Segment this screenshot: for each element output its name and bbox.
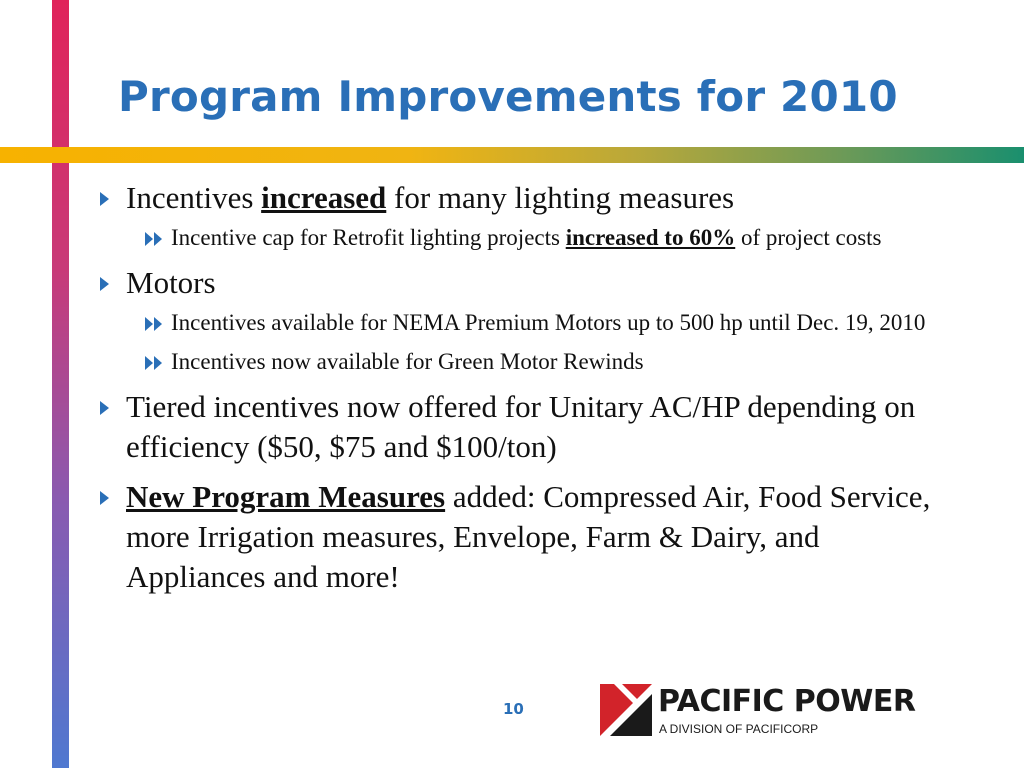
subbullet-text: of project costs xyxy=(735,225,882,250)
bullet-motors xyxy=(100,263,960,303)
bullet-text: Motors xyxy=(126,265,216,300)
bullet-emphasis: increased xyxy=(261,180,387,215)
double-triangle-right-icon xyxy=(145,232,165,246)
bullet-tiered-incentives xyxy=(100,387,960,467)
logo-wordmark: PACIFIC POWER xyxy=(658,684,916,719)
bullet-text: Incentives xyxy=(126,180,262,215)
bullet-text: for many lighting measures xyxy=(386,180,735,215)
triangle-right-icon xyxy=(100,277,109,291)
subbullet-nema-motors xyxy=(100,307,960,338)
bullet-text: added: Compressed Air, Food Service, more Irrigation measures, Envelope, Farm & Dairy, and Appliances and more! xyxy=(126,479,931,594)
bullet-emphasis: New Program Measures xyxy=(126,479,446,514)
subbullet-emphasis: increased to 60% xyxy=(565,225,736,250)
subbullet-green-motor-rewinds xyxy=(100,346,960,377)
slide-content xyxy=(100,178,960,597)
subbullet-text: Incentives now available for Green Motor Rewinds xyxy=(171,349,644,374)
triangle-right-icon xyxy=(100,192,109,206)
left-accent-bar xyxy=(52,0,69,768)
logo-tagline: A DIVISION OF PACIFICORP xyxy=(659,722,819,736)
triangle-right-icon xyxy=(100,491,109,505)
title-underline-band xyxy=(0,147,1024,163)
bullet-new-program-measures xyxy=(100,477,960,597)
pacific-power-logo-mark-icon xyxy=(600,684,652,736)
subbullet-text: Incentive cap for Retrofit lighting projects xyxy=(171,225,566,250)
bullet-incentives-increased xyxy=(100,178,960,218)
subbullet-incentive-cap xyxy=(100,222,960,253)
pacific-power-logo xyxy=(600,684,960,744)
slide-title: Program Improvements for 2010 xyxy=(118,72,898,121)
double-triangle-right-icon xyxy=(145,317,165,331)
double-triangle-right-icon xyxy=(145,356,165,370)
bullet-text: Tiered incentives now offered for Unitary AC/HP depending on efficiency ($50, $75 and $100/ton) xyxy=(126,389,916,464)
subbullet-text: Incentives available for NEMA Premium Motors up to 500 hp until Dec. 19, 2010 xyxy=(171,310,926,335)
page-number: 10 xyxy=(503,700,524,718)
triangle-right-icon xyxy=(100,401,109,415)
